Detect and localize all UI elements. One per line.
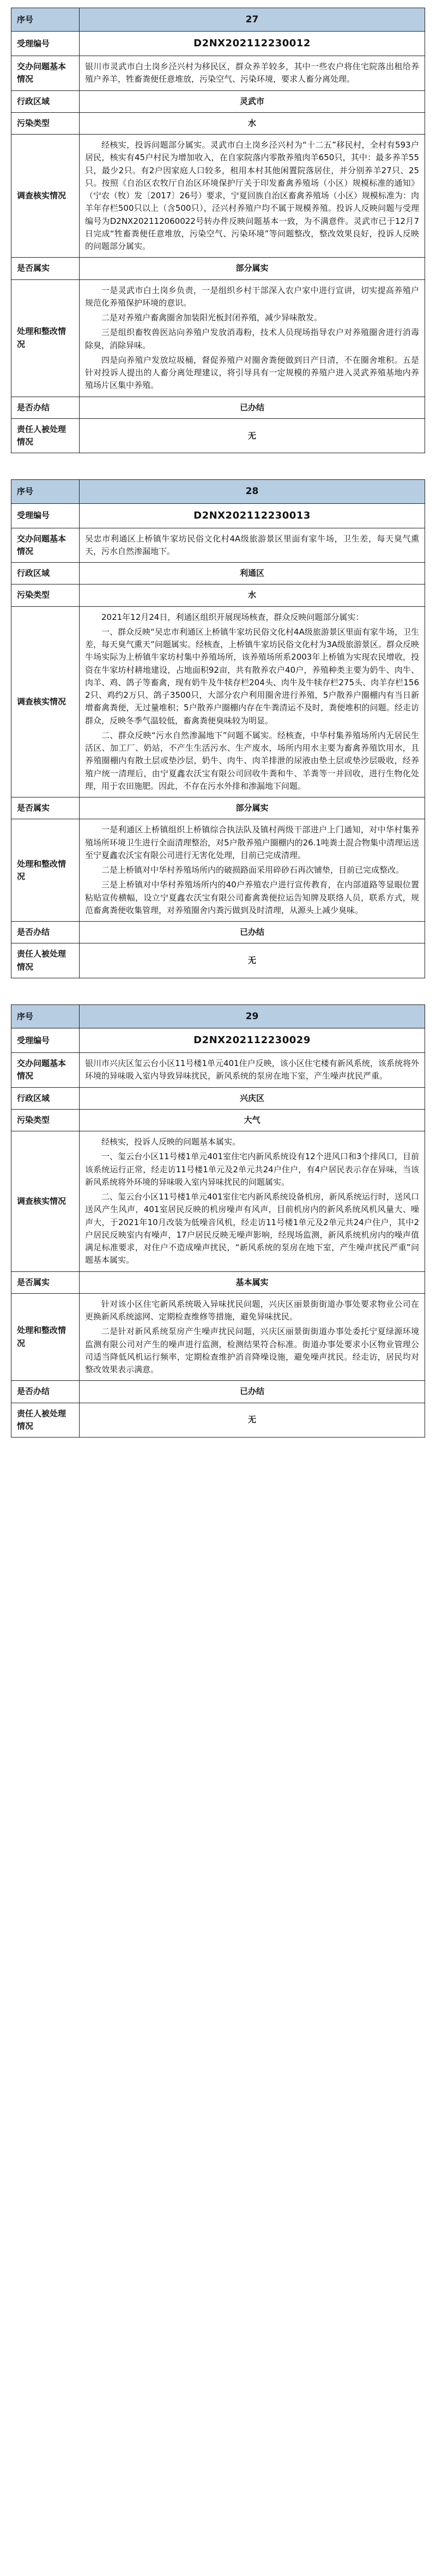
row-problem: [11, 56, 425, 91]
handling-label: 处理和整改情况: [11, 279, 80, 397]
pollution-value: 水: [80, 112, 425, 134]
handling-value: [80, 819, 425, 922]
handling-paragraph: 针对该小区住宅新风系统吸入异味扰民问题，兴庆区丽景街街道办事处要求物业公司在更换新风系统滤网、定期检查维修等措施，避免异味扰民。: [85, 1299, 419, 1322]
accountability-value: 无: [80, 943, 425, 978]
investigation-paragraph: 一、群众反映“吴忠市利通区上桥镇牛家坊民俗文化村4A级旅游景区里面有家牛场，卫生差，每天臭气熏天”问题属实。经核查，上桥镇牛家坊民俗文化村为3A级旅游景区。群众反映牛场实际为上桥镇牛家坊村集中养殖场所，该养殖场所系2003年上桥镇为实现农民增收，投资在牛家坊村耕地建设，占地面积92亩，共有散养农户40户，养殖种类主要为奶牛、肉牛、肉羊、鸡、鸽子等畜禽，现有奶牛及牛犊存栏204头、肉牛及牛犊存栏275头、肉羊存栏1562只、鸡约2万只、鸽子3500只，大部分农户利用圈舍进行养殖，5户散养户圈棚内有当日新增畜禽粪便，无过量堆积；5户散养户圈棚内存在牛粪清运不及时，粪便堆积的问题。经走访群众，反映冬季气温较低，畜禽粪便臭味较为明显。: [85, 626, 419, 726]
handling-paragraph: 二是针对新风系统泵房产生噪声扰民问题，兴庆区丽景街街道办事处委托宁夏绿源环境监测有限公司对产生的噪声进行监测，检测结果符合标准。街道办事处要求小区物业管理公司适当降低风机运行频率，定期检查维护消音降噪设施，避免噪声扰民。经走访，居民均对整改效果表示满意。: [85, 1326, 419, 1375]
index-label: 序号: [11, 480, 80, 503]
truth-value: 部分属实: [80, 797, 425, 819]
accountability-value: 无: [80, 1403, 425, 1438]
investigation-paragraph: 二、群众反映“污水自然渗漏地下”问题不属实。经核查，中华村集养殖场所内无居民生活区、加工厂、奶站，不产生生活污水、生产废水，场所内用水主要为畜禽养殖饮用水，且养殖圈棚内有散土层或垫沙层，奶牛、肉牛、肉羊排泄的尿液由垫土层或垫沙层吸收，经养殖户统一清理后，由宁夏鑫农沃宝有限公司回收牛粪和牛、羊粪等一并回收，进行生物化处理，用于农田施肥。因此，不存在污水外排和渗漏地下问题。: [85, 730, 419, 791]
index-value: 29: [80, 1004, 425, 1028]
problem-label: 交办问题基本情况: [11, 56, 80, 91]
handling-paragraph: 三是组织畜牧兽医站向养殖户发放消毒粉，技术人员现场指导农户对养殖圈舍进行消毒除臭，消除异味。: [85, 327, 419, 350]
row-region: [11, 1087, 425, 1109]
row-code: [11, 32, 425, 56]
row-truth: [11, 258, 425, 279]
region-value: 兴庆区: [80, 1087, 425, 1109]
handling-label: 处理和整改情况: [11, 1293, 80, 1381]
row-accountability: [11, 418, 425, 453]
row-pollution: [11, 584, 425, 606]
handling-paragraph: 三是上桥镇对中华村养殖场所内的40户养殖农户进行宣传教育，在内部道路等显眼位置粘贴宣传横幅，设立宁夏鑫农沃宝有限公司畜禽粪便拉运告知牌及联络人员，联系方式，规范畜禽粪便收集管理，对养殖圈舍内粪污做到及时清理，从源头上减少臭味。: [85, 880, 419, 915]
problem-label: 交办问题基本情况: [11, 528, 80, 563]
investigation-label: 调查核实情况: [11, 606, 80, 797]
pollution-label: 污染类型: [11, 112, 80, 134]
row-index: [11, 8, 425, 32]
index-label: 序号: [11, 8, 80, 32]
handling-paragraph: 二是上桥镇对中华村养殖场所内的破损路面采用碎砂石再次铺垫，目前已完成整改。: [101, 865, 404, 875]
row-index: [11, 1004, 425, 1028]
region-value: 灵武市: [80, 90, 425, 112]
row-done: [11, 1381, 425, 1403]
handling-paragraph: 一是利通区上桥镇组织上桥镇综合执法队及镇村两级干部进户上门通知，对中华村集养殖场所环境卫生进行全面清理整治，对5户散养殖户圈棚内的26.1吨粪土混合物集中清理运送至宁夏鑫农沃宝有限公司进行无害化处理，目前已完成清理。: [85, 825, 419, 860]
index-label: 序号: [11, 1004, 80, 1028]
accountability-label: 责任人被处理情况: [11, 943, 80, 978]
code-value: D2NX20211223001​3: [80, 503, 425, 528]
case-table: [11, 1004, 425, 1438]
row-pollution: [11, 1109, 425, 1131]
row-done: [11, 922, 425, 943]
pollution-label: 污染类型: [11, 1109, 80, 1131]
handling-paragraph: 一是灵武市白土岗乡负责，一是组织乡村干部深入农户家中进行宣讲，切实提高养殖户规范化养殖保护环境的意识。: [85, 285, 419, 308]
case-list: [0, 8, 436, 1438]
code-label: 受理编号: [11, 32, 80, 56]
investigation-label: 调查核实情况: [11, 135, 80, 258]
problem-value: 吴忠市利通区上桥镇牛家坊民俗文化村4A级旅游景区里面有家牛场，卫生差，每天臭气熏天，污水自然渗漏地下。: [80, 528, 425, 563]
row-truth: [11, 797, 425, 819]
row-handling: [11, 819, 425, 922]
accountability-value: 无: [80, 418, 425, 453]
row-pollution: [11, 112, 425, 134]
problem-value: 银川市兴庆区玺云台小区11号楼1单元401住户反映，该小区住宅楼有新风系统，该系统将外环境的异味吸入室内导致异味扰民，新风系统的泵房在地下室，产生噪声扰民严重。: [80, 1053, 425, 1088]
row-investigation: [11, 606, 425, 797]
handling-label: 处理和整改情况: [11, 819, 80, 922]
row-accountability: [11, 1403, 425, 1438]
handling-value: [80, 1293, 425, 1381]
pollution-value: 水: [80, 584, 425, 606]
row-code: [11, 1028, 425, 1053]
investigation-value: [80, 135, 425, 258]
truth-label: 是否属实: [11, 258, 80, 279]
investigation-paragraph: 2021年12月24日，利通区组织开展现场核查，群众反映问题部分属实：: [101, 612, 364, 622]
case-block: [11, 8, 425, 453]
investigation-value: [80, 1131, 425, 1272]
accountability-label: 责任人被处理情况: [11, 418, 80, 453]
code-value: D2NX20211223002​9: [80, 1028, 425, 1053]
investigation-label: 调查核实情况: [11, 1131, 80, 1272]
case-table: [11, 479, 425, 978]
handling-value: [80, 279, 425, 397]
region-label: 行政区域: [11, 563, 80, 584]
investigation-value: [80, 606, 425, 797]
problem-label: 交办问题基本情况: [11, 1053, 80, 1088]
region-value: 利通区: [80, 563, 425, 584]
row-done: [11, 397, 425, 418]
row-truth: [11, 1271, 425, 1293]
truth-value: 部分属实: [80, 258, 425, 279]
done-label: 是否办结: [11, 397, 80, 418]
truth-label: 是否属实: [11, 797, 80, 819]
row-investigation: [11, 1131, 425, 1272]
index-value: 28: [80, 480, 425, 503]
row-handling: [11, 1293, 425, 1381]
row-index: [11, 480, 425, 503]
pollution-label: 污染类型: [11, 584, 80, 606]
row-problem: [11, 1053, 425, 1088]
truth-value: 基本属实: [80, 1271, 425, 1293]
row-problem: [11, 528, 425, 563]
done-value: 已办结: [80, 1381, 425, 1403]
done-value: 已办结: [80, 397, 425, 418]
row-region: [11, 563, 425, 584]
row-code: [11, 503, 425, 528]
code-value: D2NX20211223001​2: [80, 32, 425, 56]
code-label: 受理编号: [11, 503, 80, 528]
truth-label: 是否属实: [11, 1271, 80, 1293]
pollution-value: 大气: [80, 1109, 425, 1131]
problem-value: 银川市灵武市白土岗乡泾兴村为移民区，群众养羊较多，其中一些农户将住宅院落出租给养殖户养羊，牲畜粪便任意堆放，污染空气、污染环境，要求人畜分离处理。: [80, 56, 425, 91]
accountability-label: 责任人被处理情况: [11, 1403, 80, 1438]
case-block: [11, 1004, 425, 1438]
region-label: 行政区域: [11, 90, 80, 112]
row-handling: [11, 279, 425, 397]
done-label: 是否办结: [11, 922, 80, 943]
investigation-paragraph: 经核实，投诉人反映的问题基本属实。: [101, 1137, 241, 1147]
investigation-paragraph: 经核实，投诉问题部分属实。灵武市白土岗乡泾兴村为“十二五”移民村，全村有593户居民，核实有45户村民为增加收入，在自家院落内零散养殖肉羊650只，其中：最多养羊55只，最少2只。有2户因家庭人口较多，租用本村其他闲置院落居住，并分别养羊27只、25只。按照《自治区农牧厅自治区环境保护厅关于印发畜禽养殖场（小区）规模标准的通知》（宁农（牧）发〔2017〕26号）要求，宁夏回族自治区畜禽养殖场（小区）规模标准为：肉羊年存栏500只以上（含500只），泾兴村养殖户均不属于规模养殖。投诉人反映问题与受理编号为D2NX202112060022号转办件反映问题基本一致，为不满意件。灵武市已于12月7日完成“牲畜粪便任意堆放，污染空气、污染环境”等问题整改，整改效果良好，投诉人反映的问题部分属实。: [85, 140, 419, 252]
row-investigation: [11, 135, 425, 258]
case-table: [11, 8, 425, 453]
done-label: 是否办结: [11, 1381, 80, 1403]
investigation-paragraph: 二、玺云台小区11号楼1单元401室住宅内新风系统设备机房，新风系统运行时，送风口送风产生风声，401室居民反映的机房噪声有风声，目前机房内的新风系统风机风量大、噪声大，于2021年10月改装为低噪音风机，经走访11号楼1单元及2单元共24户住户，其中2户居民反映室内有噪声，17户居民反映无噪声影响，经现场监测，新风系统机房内的噪声值满足标准要求，对住户不造成噪声扰民，“新风系统的泵房在地下室，产生噪声扰民严重”问题基本属实。: [85, 1192, 419, 1265]
done-value: 已办结: [80, 922, 425, 943]
code-label: 受理编号: [11, 1028, 80, 1053]
region-label: 行政区域: [11, 1087, 80, 1109]
investigation-paragraph: 一、玺云台小区11号楼1单元401室住宅内新风系统设有12个进风口和3个排风口，目前该系统运行正常，经走访11号楼1单元及2单元共24户住户，有4户居民表示存在异味，当该新风系统将外环境的异味吸入室内异味扰民的问题属实。: [85, 1152, 419, 1187]
case-block: [11, 479, 425, 978]
row-accountability: [11, 943, 425, 978]
handling-paragraph: 二是对养殖户畜禽圈舍加装阳光板封闭养殖，减少异味散发。: [101, 313, 323, 323]
handling-paragraph: 四是向养殖户发放垃圾桶，督促养殖户对圈舍粪便做到日产日清，不在圈舍堆积。五是针对投诉人提出的人畜分离处理建议，将引导具有一定规模的养殖户进入灵武养殖基地内养殖场片区集中养殖。: [85, 355, 419, 391]
index-value: 27: [80, 8, 425, 32]
row-region: [11, 90, 425, 112]
